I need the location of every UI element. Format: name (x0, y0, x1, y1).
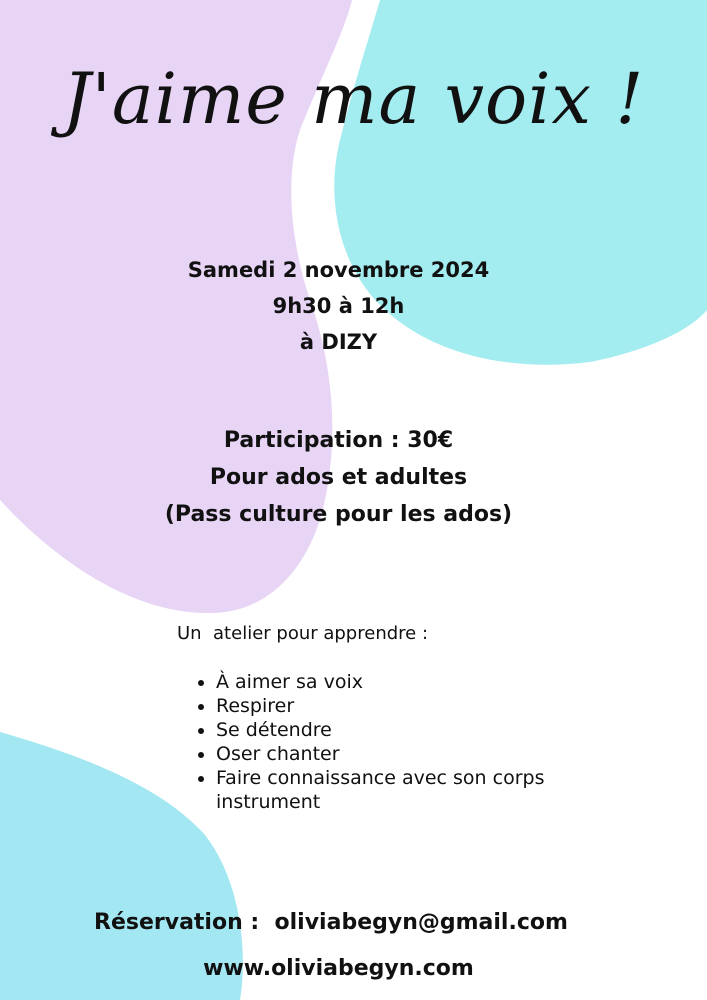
list-item: • Respirer (216, 694, 616, 718)
event-date: Samedi 2 novembre 2024 (187, 258, 490, 282)
participation-price: Participation : 30€ (223, 428, 454, 453)
reservation-contact: Réservation : oliviabegyn@gmail.com (94, 910, 568, 935)
event-place: à DIZY (299, 330, 378, 354)
website-url: www.oliviabegyn.com (203, 956, 474, 981)
page-title: J'aime ma voix ! (62, 58, 645, 140)
audience: Pour ados et adultes (209, 465, 468, 490)
list-item: • À aimer sa voix (216, 670, 616, 694)
list-item: • Se détendre (216, 718, 616, 742)
pass-culture-note: (Pass culture pour les ados) (164, 502, 513, 527)
workshop-topics (194, 670, 616, 814)
workshop-intro: Un atelier pour apprendre : (177, 623, 429, 644)
list-item: • Oser chanter (216, 742, 616, 766)
event-time: 9h30 à 12h (272, 294, 405, 318)
event-details (0, 252, 677, 360)
pricing-details (0, 422, 677, 533)
list-item: • Faire connaissance avec son corps instrument (216, 766, 616, 814)
